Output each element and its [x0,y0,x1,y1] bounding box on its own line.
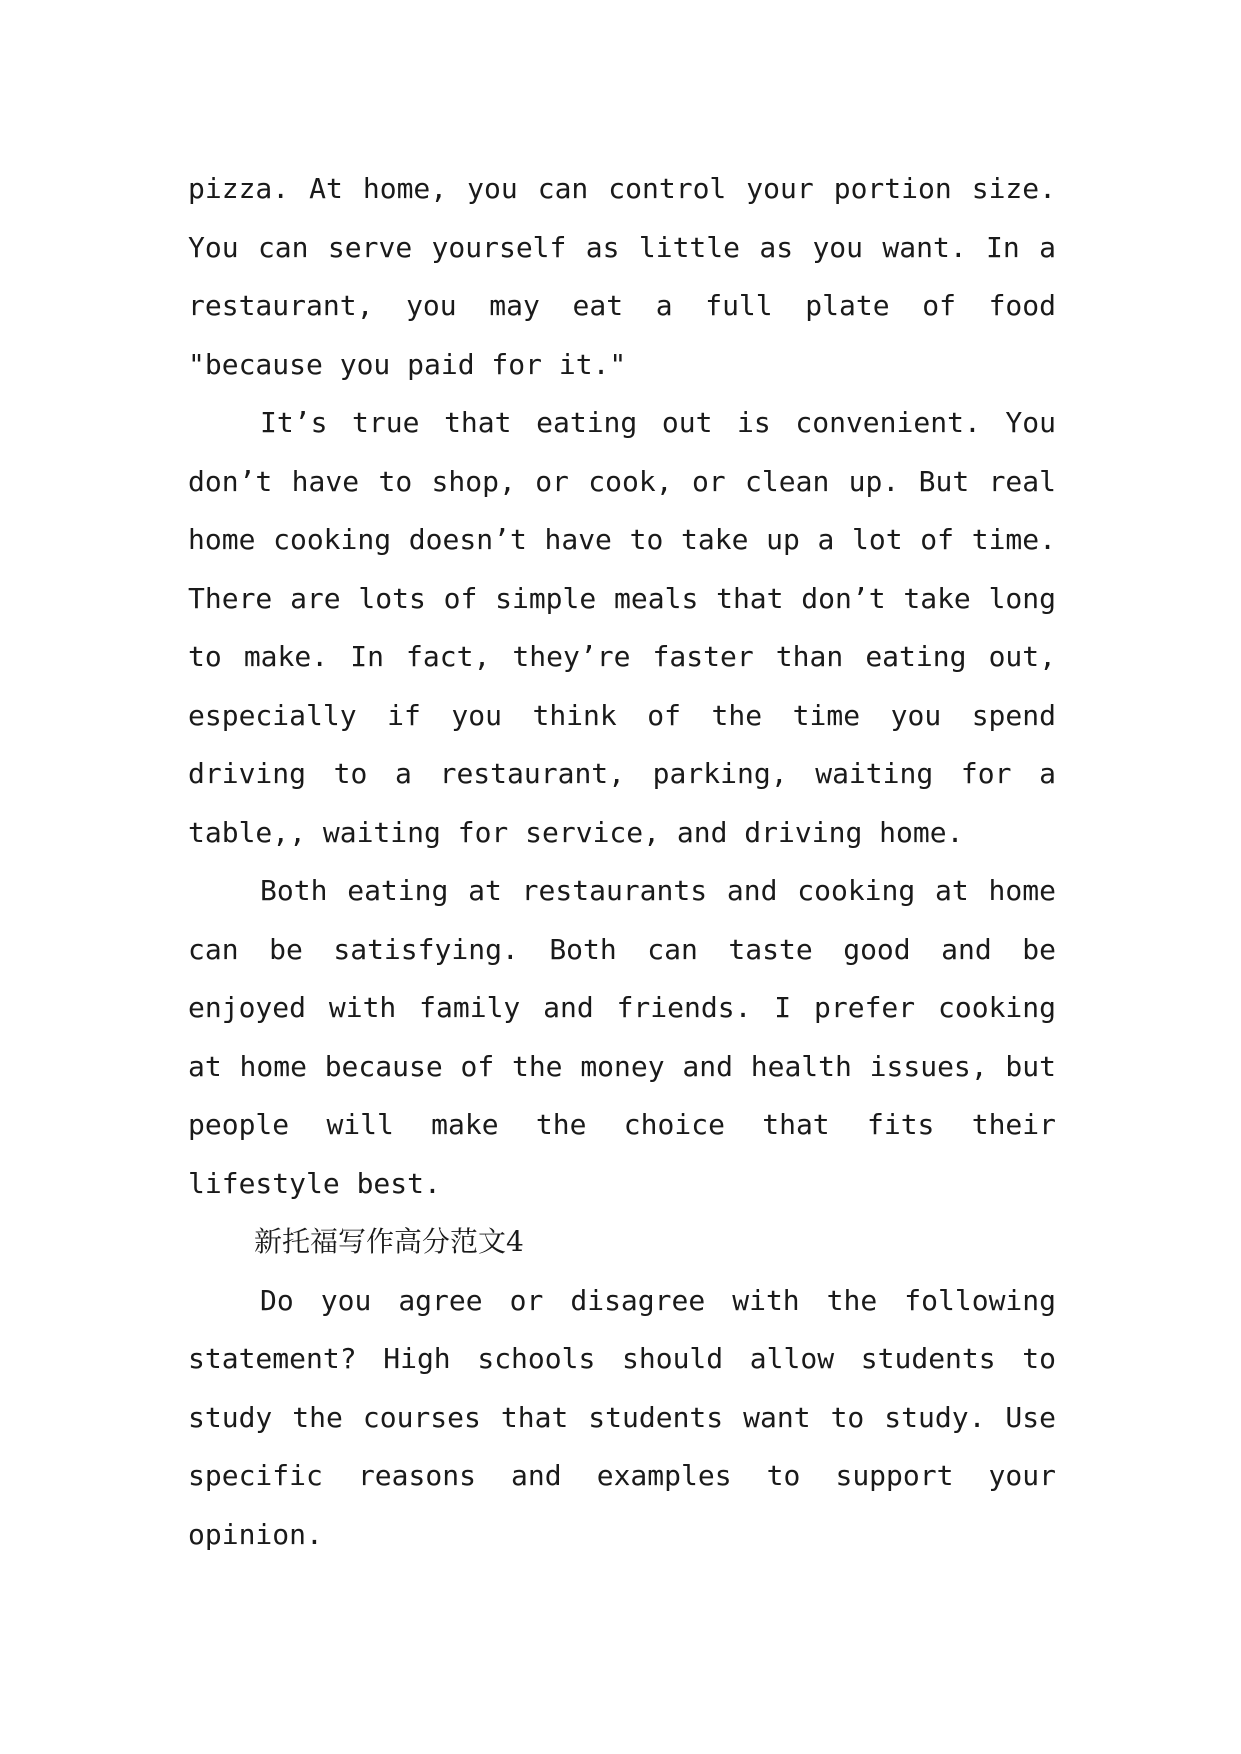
paragraph-convenience: It’s true that eating out is convenient. You don’t have to shop, or cook, or clean up. But real home cooking doesn’t have to take up a lot of time. There are lots of simple meals that don’t take long to make. In fact, they’re faster than eating out, especially if you think of the time you spend driving to a restaurant, parking, waiting for a table,, waiting for service, and driving home. [188,406,1056,849]
section-heading: 新托福写作高分范文4 [254,1225,524,1258]
paragraph-portion-size: pizza. At home, you can control your portion size. You can serve yourself as little as you want. In a restaurant, you may eat a full plate of food "because you paid for it." [188,172,1056,381]
essay-prompt: Do you agree or disagree with the following statement? High schools should allow students to study the courses that students want to study. Use specific reasons and examples to support your opinion. [188,1283,1056,1551]
document-body [188,160,1056,1564]
paragraph-conclusion: Both eating at restaurants and cooking at home can be satisfying. Both can taste good and be enjoyed with family and friends. I prefer cooking at home because of the money and health issues, but people will make the choice that fits their lifestyle best. [188,874,1056,1200]
